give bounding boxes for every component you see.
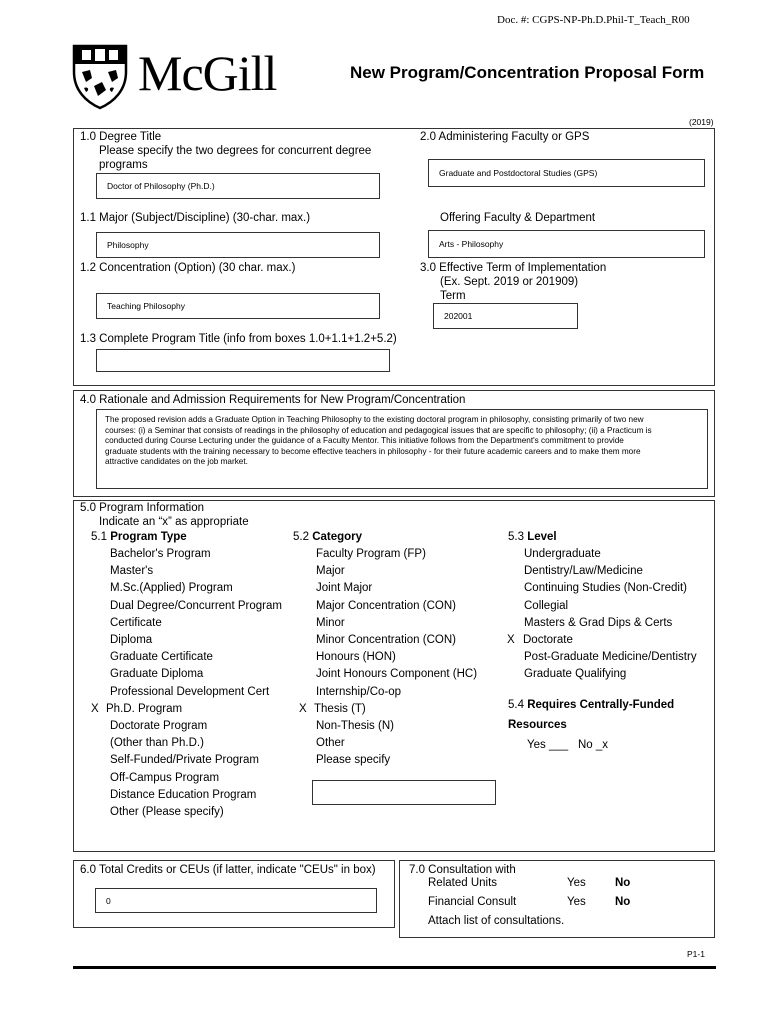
effective-term-example: (Ex. Sept. 2019 or 201909) <box>440 276 579 288</box>
degree-title-input[interactable] <box>96 173 380 199</box>
degree-title-value: Doctor of Philosophy (Ph.D.) <box>107 181 215 191</box>
program-type-option[interactable] <box>100 804 282 821</box>
concentration-label: 1.2 Concentration (Option) (30 char. max.) <box>80 262 296 274</box>
program-type-option[interactable] <box>100 666 282 683</box>
category-option[interactable] <box>306 684 477 701</box>
category-title: Category <box>312 531 363 543</box>
mcgill-crest-icon <box>70 42 130 110</box>
option-label: Distance Education Program <box>110 788 257 801</box>
option-label: Minor Concentration (CON) <box>316 634 456 647</box>
financial-consult-no[interactable]: No <box>615 896 631 908</box>
concentration-input[interactable] <box>96 293 380 319</box>
program-type-option[interactable] <box>100 684 282 701</box>
option-mark: X <box>299 702 307 715</box>
related-units-yes[interactable]: Yes <box>567 877 586 889</box>
program-title-input[interactable] <box>96 349 390 372</box>
program-info-label: 5.0 Program Information <box>80 502 205 514</box>
rationale-line: graduate students with the training necessary to become effective teachers in philosophy - for their future academic careers and to make them more <box>105 446 641 456</box>
option-label: Certificate <box>110 616 162 629</box>
category-option[interactable] <box>306 598 477 615</box>
offering-faculty-value: Arts - Philosophy <box>439 239 504 249</box>
funding-heading <box>508 699 674 711</box>
level-option[interactable] <box>514 615 697 632</box>
category-option[interactable] <box>306 632 477 649</box>
program-type-title: Program Type <box>110 531 187 543</box>
mcgill-logo-text: McGill <box>138 45 277 101</box>
category-option[interactable] <box>306 735 477 752</box>
effective-term-label: 3.0 Effective Term of Implementation <box>420 262 607 274</box>
level-heading <box>508 531 557 543</box>
program-type-option[interactable] <box>100 598 282 615</box>
program-type-option[interactable] <box>100 770 282 787</box>
option-label: Graduate Qualifying <box>524 668 627 681</box>
degree-title-label: 1.0 Degree Title <box>80 131 162 143</box>
option-label: Master's <box>110 565 154 578</box>
program-type-option[interactable] <box>91 701 282 718</box>
option-label: Honours (HON) <box>316 651 396 664</box>
level-list <box>507 546 697 684</box>
admin-faculty-input[interactable] <box>428 159 705 187</box>
term-label: Term <box>440 290 466 302</box>
category-prefix: 5.2 <box>293 531 309 543</box>
option-label: Other (Please specify) <box>110 806 224 819</box>
funding-no[interactable]: No _x <box>578 739 609 751</box>
rationale-textarea[interactable] <box>96 409 708 489</box>
program-type-option[interactable] <box>100 735 282 752</box>
category-option[interactable] <box>306 563 477 580</box>
major-label: 1.1 Major (Subject/Discipline) (30-char. max.) <box>80 212 311 224</box>
option-label: Diploma <box>110 634 153 647</box>
option-label: Thesis (T) <box>314 702 366 715</box>
category-option[interactable] <box>306 546 477 563</box>
program-title-label: 1.3 Complete Program Title (info from boxes 1.0+1.1+1.2+5.2) <box>80 333 397 345</box>
program-type-option[interactable] <box>100 649 282 666</box>
attach-note: Attach list of consultations. <box>428 915 565 927</box>
option-label: Joint Honours Component (HC) <box>316 668 478 681</box>
program-type-list <box>91 546 282 821</box>
rationale-line: conducted during Course Lecturing under the guidance of a Faculty Mentor. This initiative follows from the Department's commitment to provide <box>105 436 624 445</box>
level-option[interactable] <box>514 580 697 597</box>
program-type-option[interactable] <box>100 718 282 735</box>
form-year: (2019) <box>689 117 714 127</box>
option-label: Undergraduate <box>524 548 601 560</box>
admin-faculty-value: Graduate and Postdoctoral Studies (GPS) <box>439 168 598 178</box>
option-label: Doctorate Program <box>110 720 208 733</box>
option-label: Masters & Grad Dips & Certs <box>524 616 673 629</box>
level-prefix: 5.3 <box>508 531 524 543</box>
program-type-option[interactable] <box>100 563 282 580</box>
funding-title: Requires Centrally-Funded <box>527 699 675 711</box>
level-option[interactable] <box>514 598 697 615</box>
category-option[interactable] <box>306 666 477 683</box>
option-label: Bachelor's Program <box>110 548 211 560</box>
option-label: Dual Degree/Concurrent Program <box>110 599 282 612</box>
rationale-line: The proposed revision adds a Graduate Option in Teaching Philosophy to the existing doctoral program in philosophy, consisting primarily of two new <box>105 415 644 424</box>
option-label: Doctorate <box>523 634 573 647</box>
consultation-label: 7.0 Consultation with <box>409 864 516 876</box>
term-input[interactable] <box>433 303 578 329</box>
option-label: Self-Funded/Private Program <box>110 754 259 767</box>
option-label: Professional Development Cert <box>110 685 270 698</box>
admin-faculty-label: 2.0 Administering Faculty or GPS <box>420 131 590 143</box>
option-label: Faculty Program (FP) <box>316 548 426 560</box>
option-label: Internship/Co-op <box>316 685 402 698</box>
option-label: M.Sc.(Applied) Program <box>110 582 233 595</box>
option-label: Non-Thesis (N) <box>316 720 394 733</box>
category-option[interactable] <box>306 649 477 666</box>
option-label: Major Concentration (CON) <box>316 599 456 612</box>
program-type-heading <box>91 531 187 543</box>
financial-consult-yes[interactable]: Yes <box>567 896 586 908</box>
program-type-option[interactable] <box>100 787 282 804</box>
offering-faculty-label: Offering Faculty & Department <box>440 212 596 224</box>
credits-input[interactable] <box>95 888 377 913</box>
footer-rule <box>73 966 716 969</box>
related-units-no[interactable]: No <box>615 877 631 889</box>
degree-title-note: programs <box>99 159 148 171</box>
program-type-option[interactable] <box>100 580 282 597</box>
level-option[interactable] <box>507 632 697 649</box>
level-option[interactable] <box>514 563 697 580</box>
option-label: Joint Major <box>316 582 373 595</box>
program-type-option[interactable] <box>100 546 282 563</box>
option-label: Dentistry/Law/Medicine <box>524 565 643 578</box>
funding-yes[interactable]: Yes ___ <box>527 739 569 751</box>
level-option[interactable] <box>514 649 697 666</box>
level-title: Level <box>527 531 557 543</box>
funding-prefix: 5.4 <box>508 699 524 711</box>
financial-consult-label: Financial Consult <box>428 896 517 908</box>
option-label: Graduate Diploma <box>110 668 204 681</box>
rationale-label: 4.0 Rationale and Admission Requirements for New Program/Concentration <box>80 394 466 406</box>
program-type-option[interactable] <box>100 615 282 632</box>
offering-faculty-input[interactable] <box>428 230 705 258</box>
category-list <box>299 546 478 770</box>
program-type-prefix: 5.1 <box>91 531 107 543</box>
credits-value: 0 <box>106 895 111 906</box>
category-specify-input[interactable] <box>312 780 496 805</box>
program-type-option[interactable] <box>100 752 282 769</box>
option-label: Major <box>316 565 345 578</box>
level-option[interactable] <box>514 546 697 563</box>
option-label: Graduate Certificate <box>110 651 213 664</box>
option-label: Other <box>316 737 345 750</box>
term-value: 202001 <box>444 311 473 321</box>
category-option[interactable] <box>306 615 477 632</box>
program-type-option[interactable] <box>100 632 282 649</box>
option-label: Minor <box>316 616 345 629</box>
category-option[interactable] <box>306 752 477 769</box>
option-label: Please specify <box>316 754 391 767</box>
category-option[interactable] <box>306 580 477 597</box>
funding-title-2: Resources <box>508 719 567 731</box>
form-title: New Program/Concentration Proposal Form <box>350 63 705 82</box>
rationale-line: attractive candidates on the job market. <box>105 457 248 466</box>
option-label: Ph.D. Program <box>106 702 183 715</box>
document-number: Doc. #: CGPS-NP-Ph.D.Phil-T_Teach_R00 <box>497 14 690 26</box>
page-number: P1-1 <box>687 949 705 959</box>
option-label: Post-Graduate Medicine/Dentistry <box>524 651 697 664</box>
category-heading <box>293 531 362 543</box>
category-option[interactable] <box>299 701 477 718</box>
program-info-instruction: Indicate an “x” as appropriate <box>99 516 249 528</box>
degree-title-note: Please specify the two degrees for concurrent degree <box>99 145 372 157</box>
rationale-line: courses: (i) a Seminar that consists of readings in the philosophy of education and pedagogical issues that are specific to philosophy; (ii) a Practicum is <box>105 425 652 435</box>
major-input[interactable] <box>96 232 380 258</box>
option-mark: X <box>91 702 99 715</box>
category-option[interactable] <box>306 718 477 735</box>
option-label: (Other than Ph.D.) <box>110 737 204 750</box>
option-label: Collegial <box>524 599 569 612</box>
credits-label: 6.0 Total Credits or CEUs (if latter, indicate "CEUs" in box) <box>80 864 376 876</box>
option-mark: X <box>507 634 515 647</box>
level-option[interactable] <box>514 666 697 683</box>
concentration-value: Teaching Philosophy <box>107 301 185 311</box>
option-label: Off-Campus Program <box>110 771 220 784</box>
rationale-text <box>105 415 703 468</box>
related-units-label: Related Units <box>428 877 498 889</box>
major-value: Philosophy <box>107 240 149 250</box>
option-label: Continuing Studies (Non-Credit) <box>524 582 687 595</box>
